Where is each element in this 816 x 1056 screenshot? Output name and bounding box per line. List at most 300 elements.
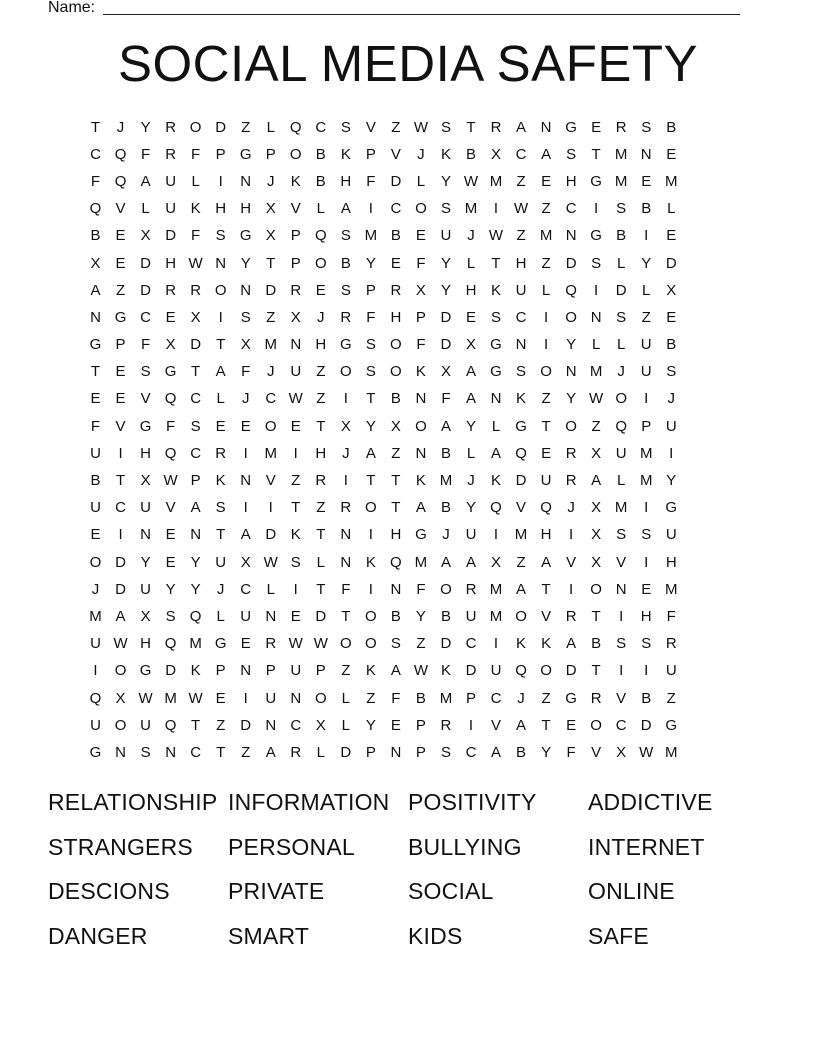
grid-letter[interactable]: M [664, 580, 678, 598]
grid-letter[interactable]: I [543, 308, 549, 326]
grid-letter[interactable]: B [315, 172, 326, 190]
grid-letter[interactable]: P [365, 281, 376, 299]
grid-letter[interactable]: N [565, 363, 577, 381]
grid-letter[interactable]: A [516, 716, 527, 734]
grid-letter[interactable]: U [665, 417, 677, 435]
grid-letter[interactable]: J [317, 308, 325, 326]
grid-letter[interactable]: L [642, 281, 651, 299]
grid-letter[interactable]: B [616, 227, 627, 245]
grid-letter[interactable]: V [566, 553, 577, 571]
grid-letter[interactable]: C [615, 716, 627, 734]
grid-letter[interactable]: R [215, 444, 227, 462]
grid-letter[interactable]: H [315, 336, 327, 354]
grid-letter[interactable]: V [491, 716, 502, 734]
grid-letter[interactable]: I [118, 526, 123, 544]
grid-letter[interactable]: X [240, 553, 251, 571]
grid-letter[interactable]: H [140, 444, 151, 462]
grid-letter[interactable]: G [590, 227, 602, 245]
grid-letter[interactable]: I [493, 635, 499, 653]
grid-letter[interactable]: Y [365, 254, 376, 272]
grid-letter[interactable]: G [415, 526, 427, 544]
grid-letter[interactable]: F [90, 172, 101, 190]
grid-letter[interactable]: A [265, 743, 276, 761]
grid-letter[interactable]: E [115, 363, 126, 381]
grid-letter[interactable]: Z [391, 118, 401, 136]
grid-letter[interactable]: A [566, 635, 577, 653]
grid-letter[interactable]: M [589, 363, 603, 381]
grid-letter[interactable]: R [590, 689, 602, 707]
grid-letter[interactable]: F [366, 172, 376, 190]
grid-letter[interactable]: H [390, 308, 402, 326]
grid-letter[interactable]: X [440, 363, 451, 381]
grid-letter[interactable]: F [416, 580, 426, 598]
grid-letter[interactable]: S [365, 336, 376, 354]
grid-letter[interactable]: V [365, 118, 376, 136]
grid-letter[interactable]: I [468, 716, 474, 734]
grid-letter[interactable]: C [315, 118, 327, 136]
grid-letter[interactable]: E [165, 308, 176, 326]
grid-letter[interactable]: L [266, 118, 275, 136]
grid-letter[interactable]: L [541, 281, 551, 299]
grid-letter[interactable]: A [591, 472, 602, 490]
grid-letter[interactable]: G [665, 716, 678, 734]
grid-letter[interactable]: U [240, 607, 252, 625]
grid-letter[interactable]: A [541, 145, 552, 163]
grid-letter[interactable]: N [415, 390, 427, 408]
grid-letter[interactable]: E [390, 716, 401, 734]
grid-letter[interactable]: O [314, 689, 327, 707]
grid-letter[interactable]: J [517, 689, 525, 707]
grid-letter[interactable]: P [290, 254, 301, 272]
grid-letter[interactable]: A [390, 662, 401, 680]
grid-letter[interactable]: S [240, 308, 251, 326]
grid-letter[interactable]: E [290, 607, 301, 625]
grid-letter[interactable]: X [140, 227, 151, 245]
grid-letter[interactable]: Z [316, 363, 326, 381]
grid-letter[interactable]: W [138, 689, 153, 707]
grid-letter[interactable]: B [641, 689, 652, 707]
grid-letter[interactable]: I [569, 580, 574, 598]
grid-letter[interactable]: J [417, 145, 425, 163]
grid-letter[interactable]: E [390, 254, 401, 272]
grid-letter[interactable]: V [390, 145, 401, 163]
grid-letter[interactable]: D [240, 716, 252, 734]
grid-letter[interactable]: D [190, 336, 202, 354]
grid-letter[interactable]: U [465, 526, 477, 544]
grid-letter[interactable]: L [316, 743, 325, 761]
grid-letter[interactable]: M [614, 499, 628, 517]
grid-letter[interactable]: L [466, 444, 476, 462]
grid-letter[interactable]: T [191, 716, 201, 734]
grid-letter[interactable]: M [439, 689, 453, 707]
grid-letter[interactable]: K [365, 553, 376, 571]
grid-letter[interactable]: H [515, 254, 527, 272]
grid-letter[interactable]: M [664, 172, 678, 190]
grid-letter[interactable]: T [90, 363, 101, 381]
grid-letter[interactable]: W [113, 635, 128, 653]
grid-letter[interactable]: L [316, 553, 325, 571]
grid-letter[interactable]: Z [216, 716, 226, 734]
grid-letter[interactable]: P [190, 472, 201, 490]
grid-letter[interactable]: C [115, 499, 126, 517]
grid-letter[interactable]: I [493, 200, 499, 218]
grid-letter[interactable]: O [339, 635, 352, 653]
grid-letter[interactable]: W [463, 172, 479, 190]
grid-letter[interactable]: B [340, 254, 351, 272]
grid-letter[interactable]: Q [540, 499, 552, 517]
grid-letter[interactable]: N [390, 743, 402, 761]
grid-letter[interactable]: X [591, 499, 602, 517]
grid-letter[interactable]: M [614, 172, 628, 190]
grid-letter[interactable]: D [165, 227, 177, 245]
grid-letter[interactable]: N [115, 743, 126, 761]
grid-letter[interactable]: Q [164, 635, 177, 653]
grid-letter[interactable]: G [565, 118, 577, 136]
grid-letter[interactable]: O [214, 281, 227, 299]
grid-letter[interactable]: G [239, 145, 252, 163]
grid-letter[interactable]: P [641, 417, 652, 435]
grid-letter[interactable]: G [490, 336, 502, 354]
grid-letter[interactable]: A [465, 390, 476, 408]
grid-letter[interactable]: U [665, 662, 677, 680]
grid-letter[interactable]: D [165, 662, 177, 680]
grid-letter[interactable]: Y [566, 336, 577, 354]
grid-letter[interactable]: X [390, 417, 401, 435]
grid-letter[interactable]: P [465, 689, 476, 707]
grid-letter[interactable]: R [465, 580, 477, 598]
grid-letter[interactable]: J [467, 472, 475, 490]
grid-letter[interactable]: M [489, 607, 503, 625]
grid-letter[interactable]: U [140, 716, 151, 734]
grid-letter[interactable]: W [288, 635, 303, 653]
grid-letter[interactable]: Q [114, 145, 127, 163]
grid-letter[interactable]: B [591, 635, 602, 653]
grid-letter[interactable]: M [464, 200, 478, 218]
grid-letter[interactable]: L [141, 200, 150, 218]
grid-letter[interactable]: I [594, 281, 599, 299]
grid-letter[interactable]: D [440, 635, 452, 653]
grid-letter[interactable]: K [190, 200, 201, 218]
grid-letter[interactable]: A [365, 444, 376, 462]
grid-letter[interactable]: Z [391, 444, 401, 462]
grid-letter[interactable]: Z [541, 200, 551, 218]
grid-letter[interactable]: Q [164, 716, 177, 734]
grid-letter[interactable]: T [391, 472, 401, 490]
grid-letter[interactable]: U [290, 662, 302, 680]
grid-letter[interactable]: T [216, 743, 226, 761]
grid-letter[interactable]: U [140, 580, 151, 598]
grid-letter[interactable]: D [315, 607, 327, 625]
grid-letter[interactable]: T [466, 118, 476, 136]
grid-letter[interactable]: Z [416, 635, 426, 653]
grid-letter[interactable]: F [416, 336, 426, 354]
grid-letter[interactable]: I [268, 499, 273, 517]
grid-letter[interactable]: N [265, 607, 277, 625]
grid-letter[interactable]: B [666, 336, 677, 354]
grid-letter[interactable]: F [391, 689, 401, 707]
grid-letter[interactable]: F [140, 336, 151, 354]
grid-letter[interactable]: S [616, 200, 627, 218]
grid-letter[interactable]: A [340, 200, 351, 218]
grid-letter[interactable]: P [265, 145, 276, 163]
grid-letter[interactable]: G [565, 689, 577, 707]
grid-letter[interactable]: E [240, 417, 251, 435]
name-field[interactable] [48, 0, 748, 18]
grid-letter[interactable]: B [516, 743, 527, 761]
grid-letter[interactable]: Z [641, 308, 651, 326]
grid-letter[interactable]: M [89, 607, 102, 625]
grid-letter[interactable]: L [491, 417, 501, 435]
grid-letter[interactable]: X [465, 336, 476, 354]
grid-letter[interactable]: Y [465, 417, 476, 435]
grid-letter[interactable]: O [615, 390, 627, 408]
grid-letter[interactable]: R [165, 118, 177, 136]
grid-letter[interactable]: P [265, 662, 276, 680]
grid-letter[interactable]: J [266, 172, 275, 190]
grid-letter[interactable]: Y [440, 172, 451, 190]
grid-letter[interactable]: M [539, 227, 553, 245]
grid-letter[interactable]: D [265, 526, 277, 544]
grid-letter[interactable]: Q [89, 689, 102, 707]
grid-letter[interactable]: D [140, 281, 151, 299]
grid-letter[interactable]: M [439, 472, 453, 490]
grid-letter[interactable]: F [140, 145, 151, 163]
grid-letter[interactable]: I [619, 607, 624, 625]
grid-letter[interactable]: Z [291, 472, 301, 490]
grid-letter[interactable]: Q [314, 227, 327, 245]
grid-letter[interactable]: F [166, 417, 176, 435]
grid-letter[interactable]: G [139, 417, 152, 435]
grid-letter[interactable]: B [440, 499, 451, 517]
grid-letter[interactable]: I [644, 553, 649, 571]
grid-letter[interactable]: T [541, 580, 551, 598]
grid-letter[interactable]: Y [440, 281, 451, 299]
grid-letter[interactable]: W [263, 553, 278, 571]
grid-letter[interactable]: V [265, 472, 276, 490]
grid-letter[interactable]: E [215, 417, 226, 435]
grid-letter[interactable]: I [644, 390, 649, 408]
grid-letter[interactable]: Q [515, 662, 527, 680]
grid-letter[interactable]: G [139, 662, 152, 680]
grid-letter[interactable]: F [566, 743, 576, 761]
grid-letter[interactable]: G [515, 417, 527, 435]
grid-letter[interactable]: V [140, 390, 151, 408]
grid-letter[interactable]: C [90, 145, 101, 163]
grid-letter[interactable]: B [415, 689, 426, 707]
grid-letter[interactable]: S [215, 499, 226, 517]
grid-letter[interactable]: O [365, 499, 377, 517]
grid-letter[interactable]: T [291, 499, 301, 517]
grid-letter[interactable]: O [390, 336, 402, 354]
grid-letter[interactable]: E [240, 635, 251, 653]
grid-letter[interactable]: R [340, 308, 352, 326]
grid-letter[interactable]: L [416, 172, 426, 190]
grid-letter[interactable]: K [491, 281, 502, 299]
grid-letter[interactable]: X [190, 308, 201, 326]
grid-letter[interactable]: U [165, 172, 177, 190]
grid-letter[interactable]: T [216, 336, 226, 354]
grid-letter[interactable]: A [215, 363, 226, 381]
grid-letter[interactable]: L [591, 336, 601, 354]
grid-letter[interactable]: V [616, 689, 627, 707]
grid-letter[interactable]: H [215, 200, 227, 218]
grid-letter[interactable]: E [90, 526, 101, 544]
grid-letter[interactable]: A [465, 363, 476, 381]
grid-letter[interactable]: U [540, 472, 552, 490]
grid-letter[interactable]: D [390, 172, 402, 190]
grid-letter[interactable]: Y [641, 254, 652, 272]
grid-letter[interactable]: N [340, 526, 352, 544]
grid-letter[interactable]: F [441, 390, 451, 408]
grid-letter[interactable]: S [591, 254, 602, 272]
grid-letter[interactable]: B [90, 227, 101, 245]
grid-letter[interactable]: U [215, 553, 227, 571]
grid-letter[interactable]: C [190, 743, 202, 761]
grid-letter[interactable]: U [165, 200, 177, 218]
grid-letter[interactable]: H [565, 172, 577, 190]
grid-letter[interactable]: Z [241, 743, 251, 761]
grid-letter[interactable]: Y [365, 716, 376, 734]
grid-letter[interactable]: D [215, 118, 227, 136]
grid-letter[interactable]: A [465, 553, 476, 571]
grid-letter[interactable]: L [216, 607, 225, 625]
grid-letter[interactable]: T [541, 417, 551, 435]
grid-letter[interactable]: E [115, 254, 126, 272]
grid-letter[interactable]: G [89, 336, 102, 354]
grid-letter[interactable]: S [440, 200, 451, 218]
grid-letter[interactable]: S [215, 227, 226, 245]
grid-letter[interactable]: R [565, 472, 577, 490]
grid-letter[interactable]: S [140, 743, 151, 761]
grid-letter[interactable]: X [491, 553, 502, 571]
grid-letter[interactable]: V [616, 553, 627, 571]
grid-letter[interactable]: R [665, 635, 677, 653]
grid-letter[interactable]: L [341, 689, 350, 707]
grid-letter[interactable]: O [289, 145, 302, 163]
grid-letter[interactable]: K [340, 145, 351, 163]
grid-letter[interactable]: X [240, 336, 251, 354]
grid-letter[interactable]: W [488, 227, 504, 245]
grid-letter[interactable]: D [440, 308, 452, 326]
grid-letter[interactable]: C [290, 716, 302, 734]
grid-letter[interactable]: R [190, 281, 202, 299]
grid-letter[interactable]: O [565, 417, 577, 435]
grid-letter[interactable]: Z [316, 390, 326, 408]
grid-letter[interactable]: T [316, 417, 326, 435]
grid-letter[interactable]: T [591, 607, 601, 625]
grid-letter[interactable]: K [440, 662, 451, 680]
grid-letter[interactable]: H [240, 200, 252, 218]
grid-letter[interactable]: I [493, 526, 499, 544]
grid-letter[interactable]: H [315, 444, 327, 462]
grid-letter[interactable]: I [343, 472, 348, 490]
grid-letter[interactable]: U [90, 635, 101, 653]
grid-letter[interactable]: L [617, 472, 626, 490]
grid-letter[interactable]: C [390, 200, 402, 218]
grid-letter[interactable]: L [667, 200, 676, 218]
grid-letter[interactable]: X [140, 472, 151, 490]
grid-letter[interactable]: O [415, 200, 427, 218]
grid-letter[interactable]: I [644, 662, 649, 680]
grid-letter[interactable]: C [515, 308, 527, 326]
grid-letter[interactable]: Y [566, 390, 577, 408]
grid-letter[interactable]: E [115, 390, 126, 408]
grid-letter[interactable]: M [639, 472, 653, 490]
grid-letter[interactable]: E [290, 417, 301, 435]
grid-letter[interactable]: T [491, 254, 501, 272]
grid-letter[interactable]: D [465, 662, 477, 680]
grid-letter[interactable]: H [640, 607, 652, 625]
grid-letter[interactable]: K [516, 390, 527, 408]
grid-letter[interactable]: Y [165, 580, 176, 598]
grid-letter[interactable]: B [315, 145, 326, 163]
grid-letter[interactable]: Z [516, 553, 526, 571]
grid-letter[interactable]: X [315, 716, 326, 734]
grid-letter[interactable]: D [615, 281, 627, 299]
grid-letter[interactable]: E [215, 689, 226, 707]
grid-letter[interactable]: N [215, 254, 227, 272]
grid-letter[interactable]: H [165, 254, 177, 272]
grid-letter[interactable]: K [541, 635, 552, 653]
grid-letter[interactable]: M [264, 444, 277, 462]
grid-letter[interactable]: T [266, 254, 276, 272]
grid-letter[interactable]: Y [440, 254, 451, 272]
grid-letter[interactable]: M [489, 580, 503, 598]
grid-letter[interactable]: G [239, 227, 252, 245]
grid-letter[interactable]: M [189, 635, 202, 653]
grid-letter[interactable]: R [490, 118, 502, 136]
grid-letter[interactable]: A [115, 607, 126, 625]
grid-letter[interactable]: G [339, 336, 352, 354]
grid-letter[interactable]: T [591, 662, 601, 680]
grid-letter[interactable]: X [265, 227, 276, 245]
grid-letter[interactable]: T [90, 118, 101, 136]
grid-letter[interactable]: K [415, 363, 426, 381]
grid-letter[interactable]: I [619, 662, 624, 680]
grid-letter[interactable]: C [565, 200, 577, 218]
grid-letter[interactable]: V [165, 499, 176, 517]
grid-letter[interactable]: S [616, 635, 627, 653]
grid-letter[interactable]: R [165, 145, 177, 163]
grid-letter[interactable]: E [666, 308, 677, 326]
grid-letter[interactable]: K [290, 172, 301, 190]
grid-letter[interactable]: N [140, 526, 151, 544]
grid-letter[interactable]: Z [666, 689, 676, 707]
grid-letter[interactable]: K [516, 635, 527, 653]
grid-letter[interactable]: R [565, 444, 577, 462]
grid-letter[interactable]: P [215, 145, 226, 163]
grid-letter[interactable]: T [191, 363, 201, 381]
grid-letter[interactable]: U [290, 363, 302, 381]
grid-letter[interactable]: Y [240, 254, 251, 272]
grid-letter[interactable]: S [440, 743, 451, 761]
grid-letter[interactable]: E [666, 145, 677, 163]
grid-letter[interactable]: N [565, 227, 577, 245]
grid-letter[interactable]: T [366, 472, 376, 490]
grid-letter[interactable]: F [241, 363, 251, 381]
grid-letter[interactable]: S [616, 308, 627, 326]
grid-letter[interactable]: B [666, 118, 677, 136]
grid-letter[interactable]: L [191, 172, 200, 190]
grid-letter[interactable]: Z [341, 662, 351, 680]
grid-letter[interactable]: A [516, 118, 527, 136]
grid-letter[interactable]: B [440, 444, 451, 462]
grid-letter[interactable]: P [415, 716, 426, 734]
grid-letter[interactable]: P [115, 336, 126, 354]
grid-letter[interactable]: U [265, 689, 277, 707]
grid-letter[interactable]: S [365, 363, 376, 381]
grid-letter[interactable]: B [390, 390, 401, 408]
